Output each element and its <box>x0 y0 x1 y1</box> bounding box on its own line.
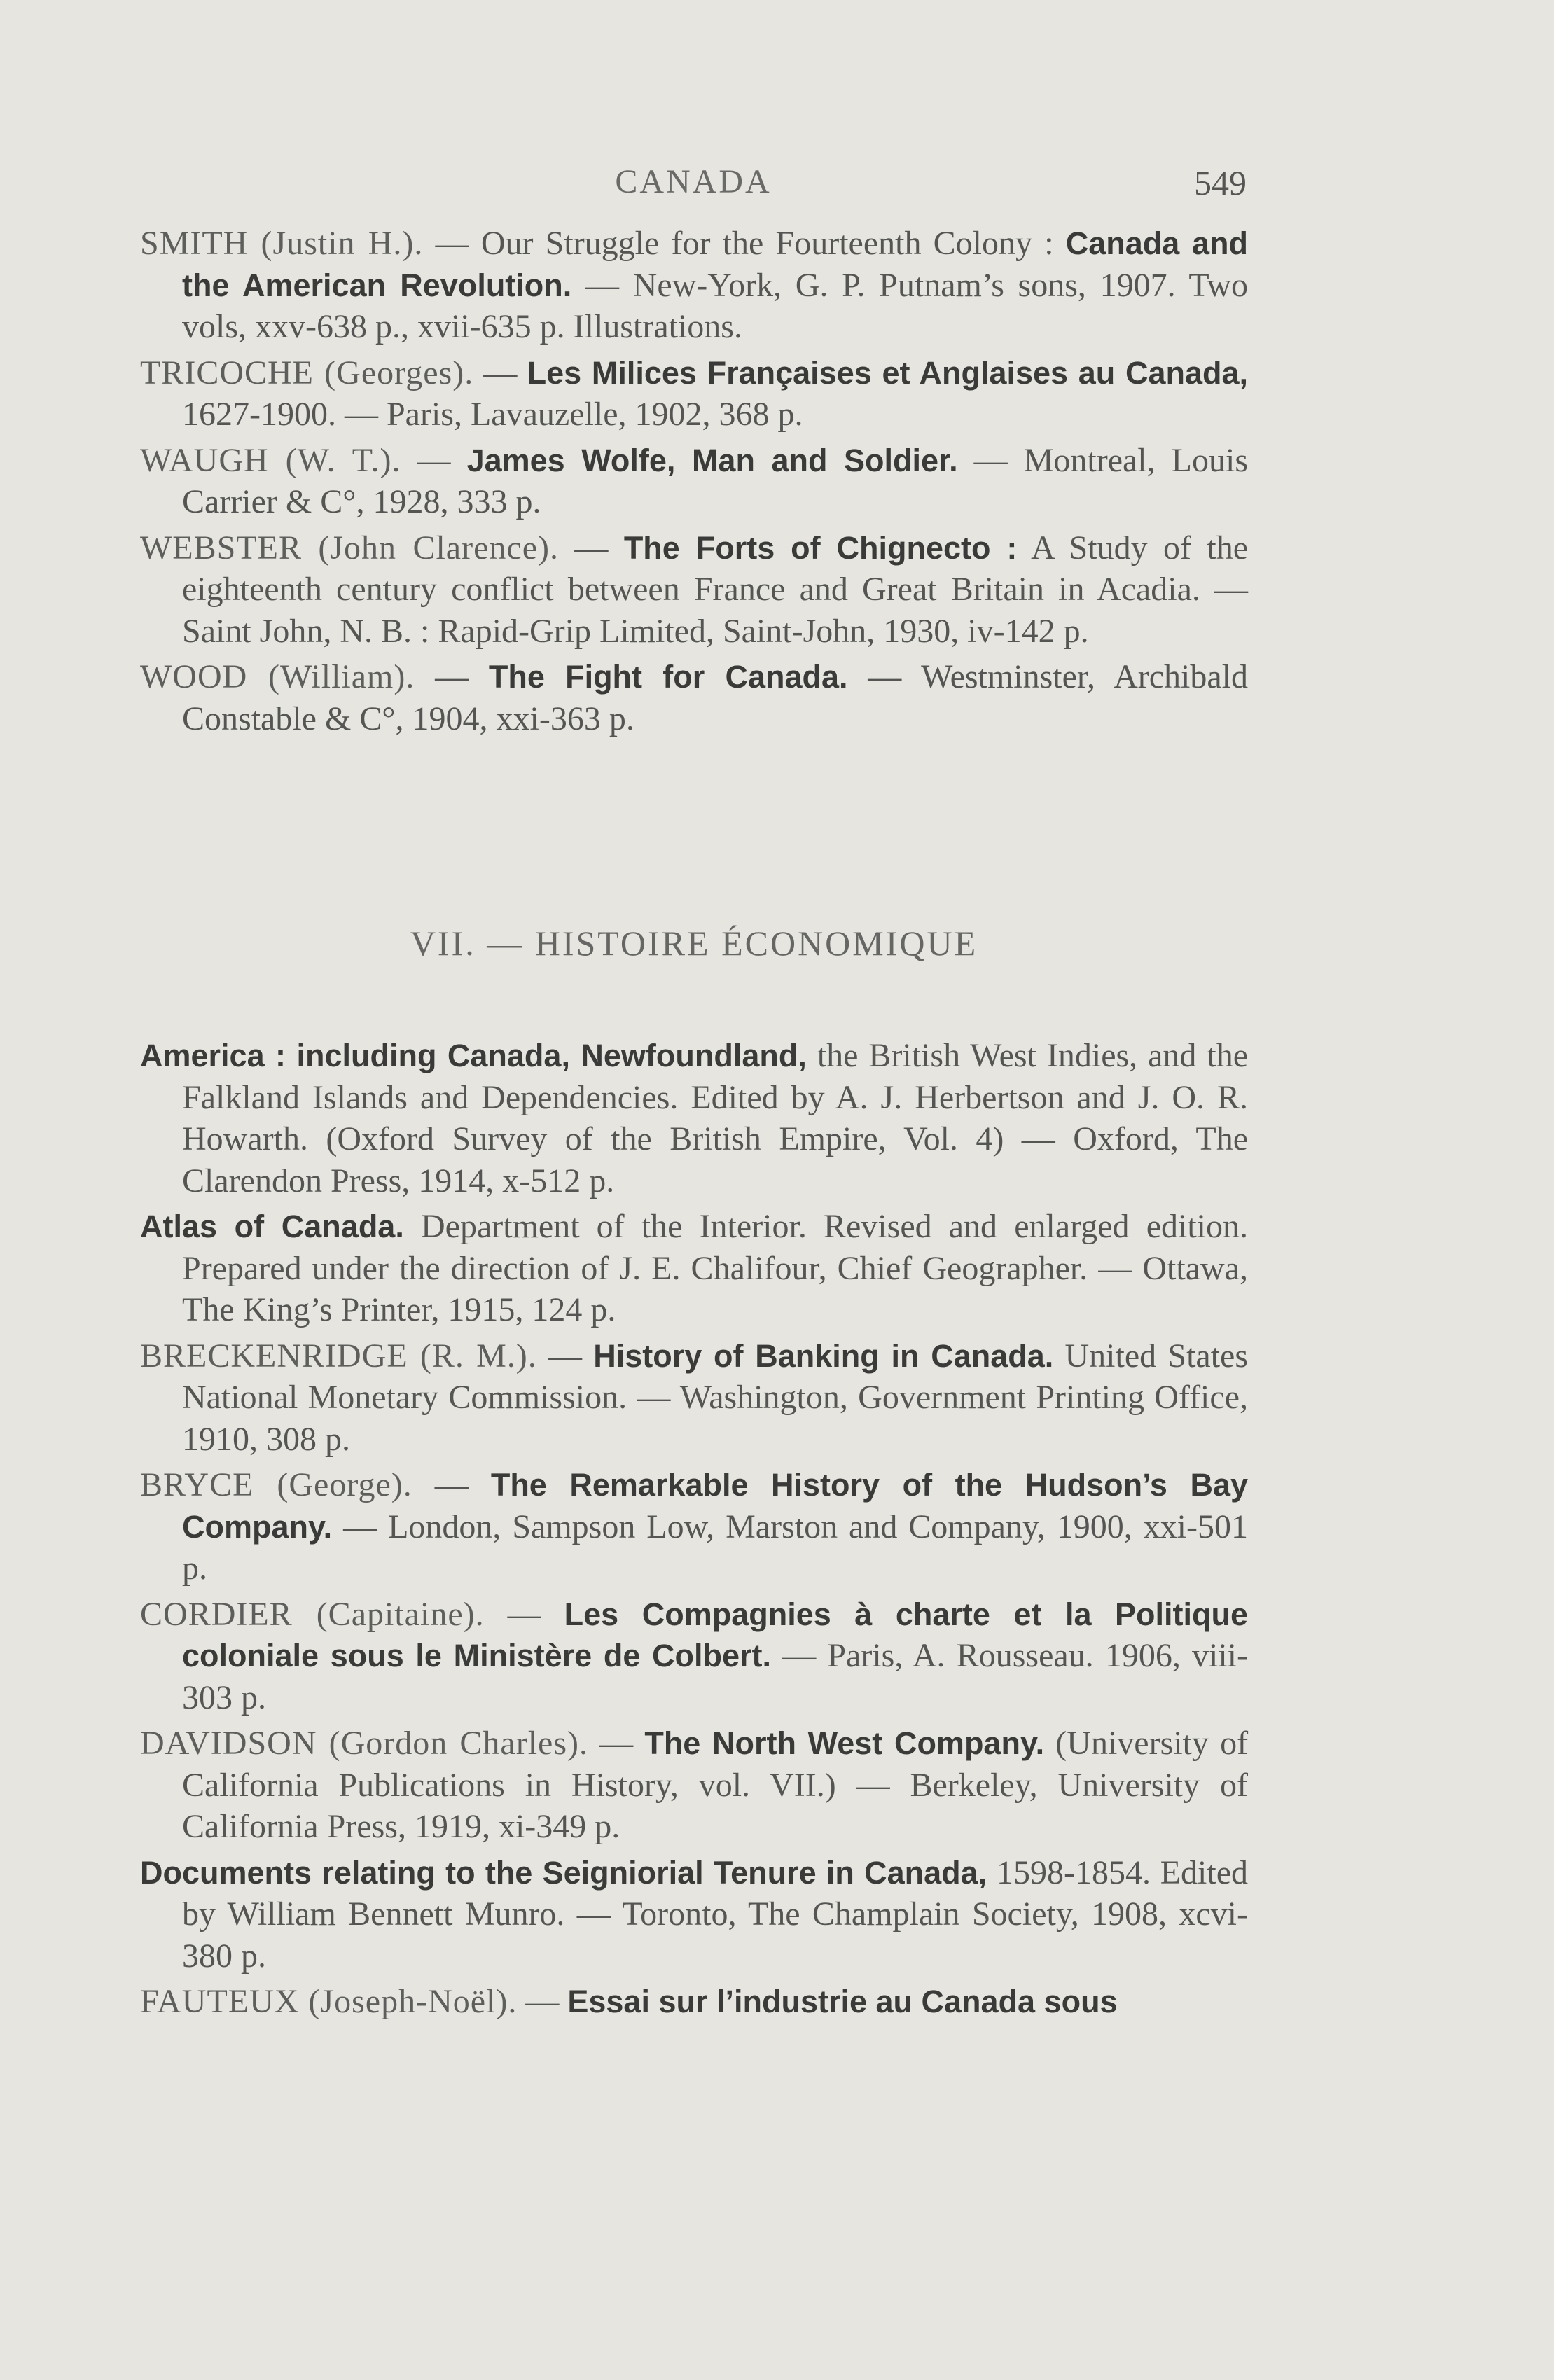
bibliography-entry: SMITH (Justin H.). — Our Struggle for the Fourteenth Colony : Canada and the American Revolution. — New-York, G. P. Putnam’s sons, 1907. Two vols, xxv-638 p., xvii-635 p. Illustrations. <box>140 225 1249 345</box>
entry-title: The North West Company. <box>644 1725 1045 1761</box>
entry-publication: New-York, G. P. Putnam’s sons, 1907. Two vols, xxv-638 p., xvii-635 p. Illustrations. <box>182 266 1249 345</box>
bibliography-entry <box>140 1852 1248 1977</box>
bibliography-section-2 <box>140 1035 1248 2023</box>
entry-publication: London, Sampson Low, Marston and Company, 1900, xxi-501 p. <box>182 1508 1248 1587</box>
entry-author: BRECKENRIDGE (R. M.). <box>140 1337 537 1375</box>
entry-publication: (University of California Publications in History, vol. VII.) — Berkeley, University of California Press, 1919, xi-349 p. <box>182 1725 1249 1845</box>
entry-title: America : including Canada, Newfoundland, <box>140 1038 807 1073</box>
entry-title: The Remarkable History of the Hudson’s Bay Company. <box>182 1467 1249 1545</box>
entry-author: CORDIER (Capitaine). <box>140 1595 485 1633</box>
bibliography-entry: TRICOCHE (Georges). — Les Milices Françaises et Anglaises au Canada, 1627-1900. — Paris, Lavauzelle, 1902, 368 p. <box>140 354 1249 433</box>
entry-publication: Paris, A. Rousseau. 1906, viii-303 p. <box>182 1637 1249 1716</box>
entry-title: James Wolfe, Man and Soldier. <box>466 442 958 478</box>
bibliography-entry: WOOD (William). — The Fight for Canada. — Westminster, Archibald Constable & C°, 1904, xxi-363 p. <box>140 658 1249 737</box>
entry-publication: 1598-1854. Edited by William Bennett Munro. — Toronto, The Champlain Society, 1908, xcvi-380 p. <box>182 1853 1248 1975</box>
entry-author: FAUTEUX (Joseph-Noël). <box>140 1983 518 2020</box>
entry-publication: 1627-1900. — Paris, Lavauzelle, 1902, 368 p. <box>182 396 803 433</box>
entry-title: Canada and the American Revolution. <box>182 225 1249 303</box>
entry-publication: A Study of the eighteenth century conflict between France and Great Britain in Acadia. — Saint John, N. B. : Rapid-Grip Limited, Saint-John, 1930, iv-142 p. <box>182 529 1249 650</box>
entry-publication: Montreal, Louis Carrier & C°, 1928, 333 p. <box>182 441 1249 520</box>
entry-publication: Westminster, Archibald Constable & C°, 1904, xxi-363 p. <box>182 658 1249 737</box>
bibliography-entry <box>140 1206 1248 1331</box>
entry-publication: Department of the Interior. Revised and enlarged edition. Prepared under the direction of J. E. Chalifour, Chief Geographer. — Ottawa, The King’s Printer, 1915, 124 p. <box>182 1208 1249 1328</box>
entry-title: The Forts of Chignecto : <box>623 529 1018 566</box>
entry-author: BRYCE (George). <box>140 1466 412 1503</box>
entry-author: WAUGH (W. T.). <box>140 441 401 479</box>
entry-author: SMITH (Justin H.). <box>140 225 424 262</box>
entry-title: Documents relating to the Seigniorial Tenure in Canada, <box>140 1854 987 1891</box>
bibliography-entry: BRYCE (George). — The Remarkable History of the Hudson’s Bay Company. — London, Sampson Low, Marston and Company, 1900, xxi-501 p. <box>140 1466 1249 1587</box>
entry-title: The Fight for Canada. <box>488 659 848 695</box>
entry-publication: the British West Indies, and the Falkland Islands and Dependencies. Edited by A. J. Herbertson and J. O. R. Howarth. (Oxford Survey of the British Empire, Vol. 4) — Oxford, The Clarendon Press, 1914, x-512 p. <box>182 1037 1248 1199</box>
entry-publication: United States National Monetary Commission. — Washington, Government Printing Office, 1910, 308 p. <box>182 1337 1249 1458</box>
bibliography-section-1 <box>140 223 1248 739</box>
page-header <box>140 162 1247 211</box>
bibliography-entry <box>140 1035 1248 1202</box>
entry-title-plain: Our Struggle for the Fourteenth Colony : <box>480 225 1054 262</box>
entry-title: Les Milices Françaises et Anglaises au Canada, <box>527 354 1249 391</box>
page-number: 549 <box>1194 163 1247 202</box>
bibliography-entry: CORDIER (Capitaine). — Les Compagnies à charte et la Politique coloniale sous le Ministère de Colbert. — Paris, A. Rousseau. 1906, viii-303 p. <box>140 1595 1249 1716</box>
entry-author: WOOD (William). <box>140 658 415 695</box>
entry-author: TRICOCHE (Georges). <box>140 354 474 391</box>
bibliography-entry: WEBSTER (John Clarence). — The Forts of Chignecto : A Study of the eighteenth century conflict between France and Great Britain in Acadia. — Saint John, N. B. : Rapid-Grip Limited, Saint-John, 1930, iv-142 p. <box>140 529 1249 650</box>
section-heading: VII. — HISTOIRE ÉCONOMIQUE <box>410 924 978 963</box>
entry-author: DAVIDSON (Gordon Charles). <box>140 1725 589 1762</box>
entry-title: Les Compagnies à charte et la Politique coloniale sous le Ministère de Colbert. <box>182 1596 1249 1673</box>
running-head: CANADA <box>615 163 772 200</box>
bibliography-entry: DAVIDSON (Gordon Charles). — The North West Company. (University of California Publications in History, vol. VII.) — Berkeley, University of California Press, 1919, xi-349 p. <box>140 1725 1249 1845</box>
bibliography-entry: FAUTEUX (Joseph-Noël). — Essai sur l’industrie au Canada sous <box>140 1983 1118 2020</box>
bibliography-entry: BRECKENRIDGE (R. M.). — History of Banking in Canada. United States National Monetary Commission. — Washington, Government Printing Office, 1910, 308 p. <box>140 1337 1249 1458</box>
bibliography-entry: WAUGH (W. T.). — James Wolfe, Man and Soldier. — Montreal, Louis Carrier & C°, 1928, 333 p. <box>140 441 1249 520</box>
entry-title: Atlas of Canada. <box>140 1209 404 1244</box>
entry-title: History of Banking in Canada. <box>593 1337 1054 1374</box>
entry-author: WEBSTER (John Clarence). <box>140 529 559 566</box>
entry-title: Essai sur l’industrie au Canada sous <box>567 1984 1118 2019</box>
